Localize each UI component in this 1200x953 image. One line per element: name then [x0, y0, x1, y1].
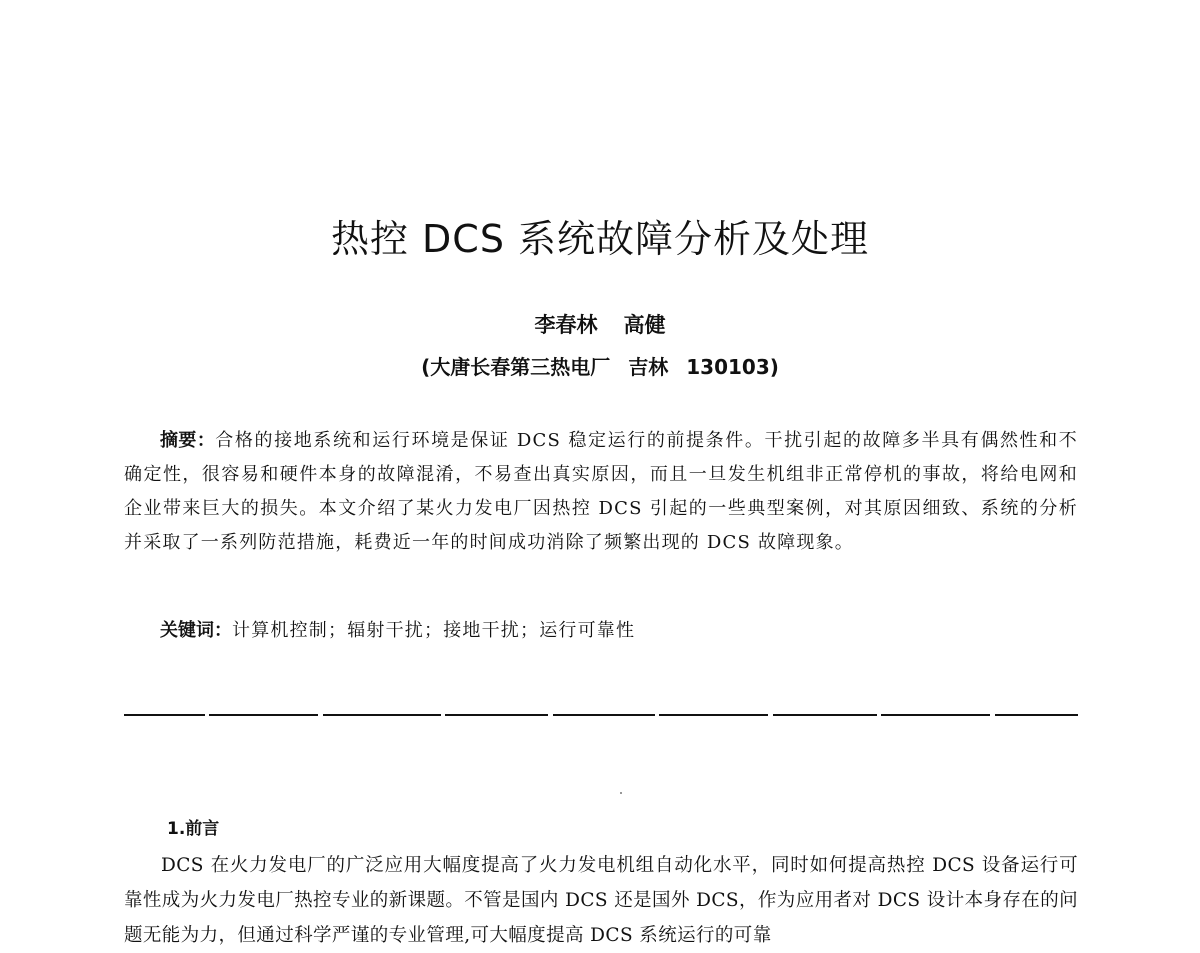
author-name: 高健 [623, 313, 666, 337]
abstract [124, 424, 1078, 560]
abstract-label: 摘要： [160, 430, 216, 451]
section-divider [124, 714, 1078, 716]
paper-title: 热控 DCS 系统故障分析及处理 [330, 217, 870, 261]
keywords-text: 计算机控制；辐射干扰；接地干扰；运行可靠性 [232, 620, 636, 641]
scan-speck [620, 792, 622, 794]
section-heading: 1.前言 [167, 819, 220, 839]
keywords [124, 614, 1078, 648]
affiliation-name: 大唐长春第三热电厂 [430, 355, 611, 379]
abstract-text: 合格的接地系统和运行环境是保证 DCS 稳定运行的前提条件。干扰引起的故障多半具有偶然性和不确定性，很容易和硬件本身的故障混淆，不易查出真实原因，而且一旦发生机组非正常停机的事故，将给电网和企业带来巨大的损失。本文介绍了某火力发电厂因热控 DCS 引起的一些典型案例，对其原因细致、系统的分析并采取了一系列防范措施，耗费近一年的时间成功消除了频繁出现的 DCS 故障现象。 [124, 430, 1078, 553]
keywords-label: 关键词： [160, 620, 232, 641]
affiliation-place: 吉林 [628, 355, 669, 379]
author-line [0, 310, 1200, 340]
affiliation-line [0, 352, 1200, 382]
intro-paragraph: DCS 在火力发电厂的广泛应用大幅度提高了火力发电机组自动化水平，同时如何提高热控 DCS 设备运行可靠性成为火力发电厂热控专业的新课题。不管是国内 DCS 还是国外 DCS，作为应用者对 DCS 设计本身存在的问题无能为力，但通过科学严谨的专业管理,可大幅度提高 DCS 系统运行的可靠 [124, 855, 1078, 946]
author-name: 李春林 [534, 313, 598, 337]
affiliation-open-paren: ( [421, 355, 431, 379]
affiliation-postal-code: 130103 [686, 355, 770, 379]
affiliation-close-paren: ) [769, 355, 779, 379]
